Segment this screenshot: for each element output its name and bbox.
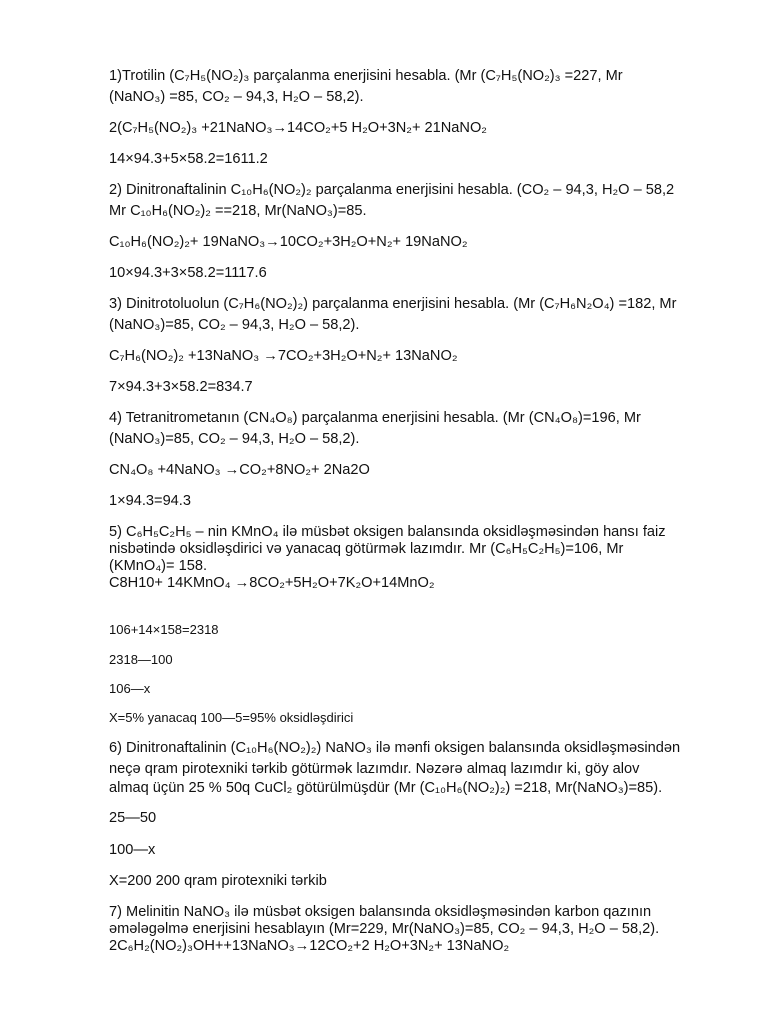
problem-4-line-1: 4) Tetranitrometanın (CN₄O₈) parçalanma enerjisini hesabla. (Mr (CN₄O₈)=196, Mr: [109, 410, 641, 426]
problem-4-calculation: 1×94.3=94.3: [109, 493, 191, 509]
problem-2-calculation: 10×94.3+3×58.2=1117.6: [109, 265, 267, 281]
problem-5-equation: C8H10+ 14KMnO₄ →8CO₂+5H₂O+7K₂O+14MnO₂: [109, 575, 435, 591]
problem-7-line-2: əmələgəlmə enerjisini hesablayın (Mr=229, Mr(NaNO₃)=85, CO₂ – 94,3, H₂O – 58,2).: [109, 921, 660, 937]
problem-5-proportion-2: 106—x: [109, 681, 151, 696]
problem-5-calculation: 106+14×158=2318: [109, 622, 219, 637]
problem-5-line-1: 5) C₆H₅C₂H₅ – nin KMnO₄ ilə müsbət oksigen balansında oksidləşməsindən hansı faiz: [109, 524, 666, 540]
problem-6-line-1: 6) Dinitronaftalinin (C₁₀H₆(NO₂)₂) NaNO₃ ilə mənfi oksigen balansında oksidləşməsindən: [109, 740, 681, 756]
problem-5-line-2: nisbətində oksidləşdirici və yanacaq götürmək lazımdır. Mr (C₆H₅C₂H₅)=106, Mr: [109, 541, 624, 557]
problem-7-line-1: 7) Melinitin NaNO₃ ilə müsbət oksigen balansında oksidləşməsindən karbon qazının: [109, 904, 652, 920]
problem-3-calculation: 7×94.3+3×58.2=834.7: [109, 379, 253, 395]
problem-7-equation: 2C₆H₂(NO₂)₃OH++13NaNO₃→12CO₂+2 H₂O+3N₂+ 13NaNO₂: [109, 938, 510, 954]
problem-3-line-2: (NaNO₃)=85, CO₂ – 94,3, H₂O – 58,2).: [109, 317, 360, 333]
problem-2-equation: C₁₀H₆(NO₂)₂+ 19NaNO₃→10CO₂+3H₂O+N₂+ 19NaNO₂: [109, 234, 468, 250]
problem-4-line-2: (NaNO₃)=85, CO₂ – 94,3, H₂O – 58,2).: [109, 431, 360, 447]
problem-2-line-2: Mr C₁₀H₆(NO₂)₂ ==218, Mr(NaNO₃)=85.: [109, 203, 367, 219]
problem-5-line-3: (KMnO₄)= 158.: [109, 558, 208, 574]
problem-6-line-2: neçə qram pirotexniki tərkib götürmək lazımdır. Nəzərə almaq lazımdır ki, göy alov: [109, 761, 640, 777]
problem-1-equation: 2(C₇H₅(NO₂)₃ +21NaNO₃→14CO₂+5 H₂O+3N₂+ 21NaNO₂: [109, 120, 487, 136]
problem-6-proportion-2: 100—x: [109, 842, 156, 858]
problem-1-line-2: (NaNO₃) =85, CO₂ – 94,3, H₂O – 58,2).: [109, 89, 364, 105]
problem-3-equation: C₇H₆(NO₂)₂ +13NaNO₃ →7CO₂+3H₂O+N₂+ 13NaNO₂: [109, 348, 458, 364]
problem-4-equation: CN₄O₈ +4NaNO₃ →CO₂+8NO₂+ 2Na2O: [109, 462, 370, 478]
problem-1-line-1: 1)Trotilin (C₇H₅(NO₂)₃ parçalanma enerjisini hesabla. (Mr (C₇H₅(NO₂)₃ =227, Mr: [109, 68, 623, 84]
problem-3-line-1: 3) Dinitrotoluolun (C₇H₆(NO₂)₂) parçalanma enerjisini hesabla. (Mr (C₇H₆N₂O₄) =182, Mr: [109, 296, 677, 312]
problem-6-line-3: almaq üçün 25 % 50q CuCl₂ götürülmüşdür (Mr (C₁₀H₆(NO₂)₂) =218, Mr(NaNO₃)=85).: [109, 780, 663, 796]
problem-6-answer: X=200 200 qram pirotexniki tərkib: [109, 873, 327, 889]
problem-5-proportion-1: 2318—100: [109, 652, 173, 667]
problem-1-calculation: 14×94.3+5×58.2=1611.2: [109, 151, 268, 167]
problem-2-line-1: 2) Dinitronaftalinin C₁₀H₆(NO₂)₂ parçalanma enerjisini hesabla. (CO₂ – 94,3, H₂O – 58,2: [109, 182, 675, 198]
problem-6-proportion-1: 25—50: [109, 810, 157, 826]
problem-5-answer: X=5% yanacaq 100—5=95% oksidləşdirici: [109, 710, 354, 725]
